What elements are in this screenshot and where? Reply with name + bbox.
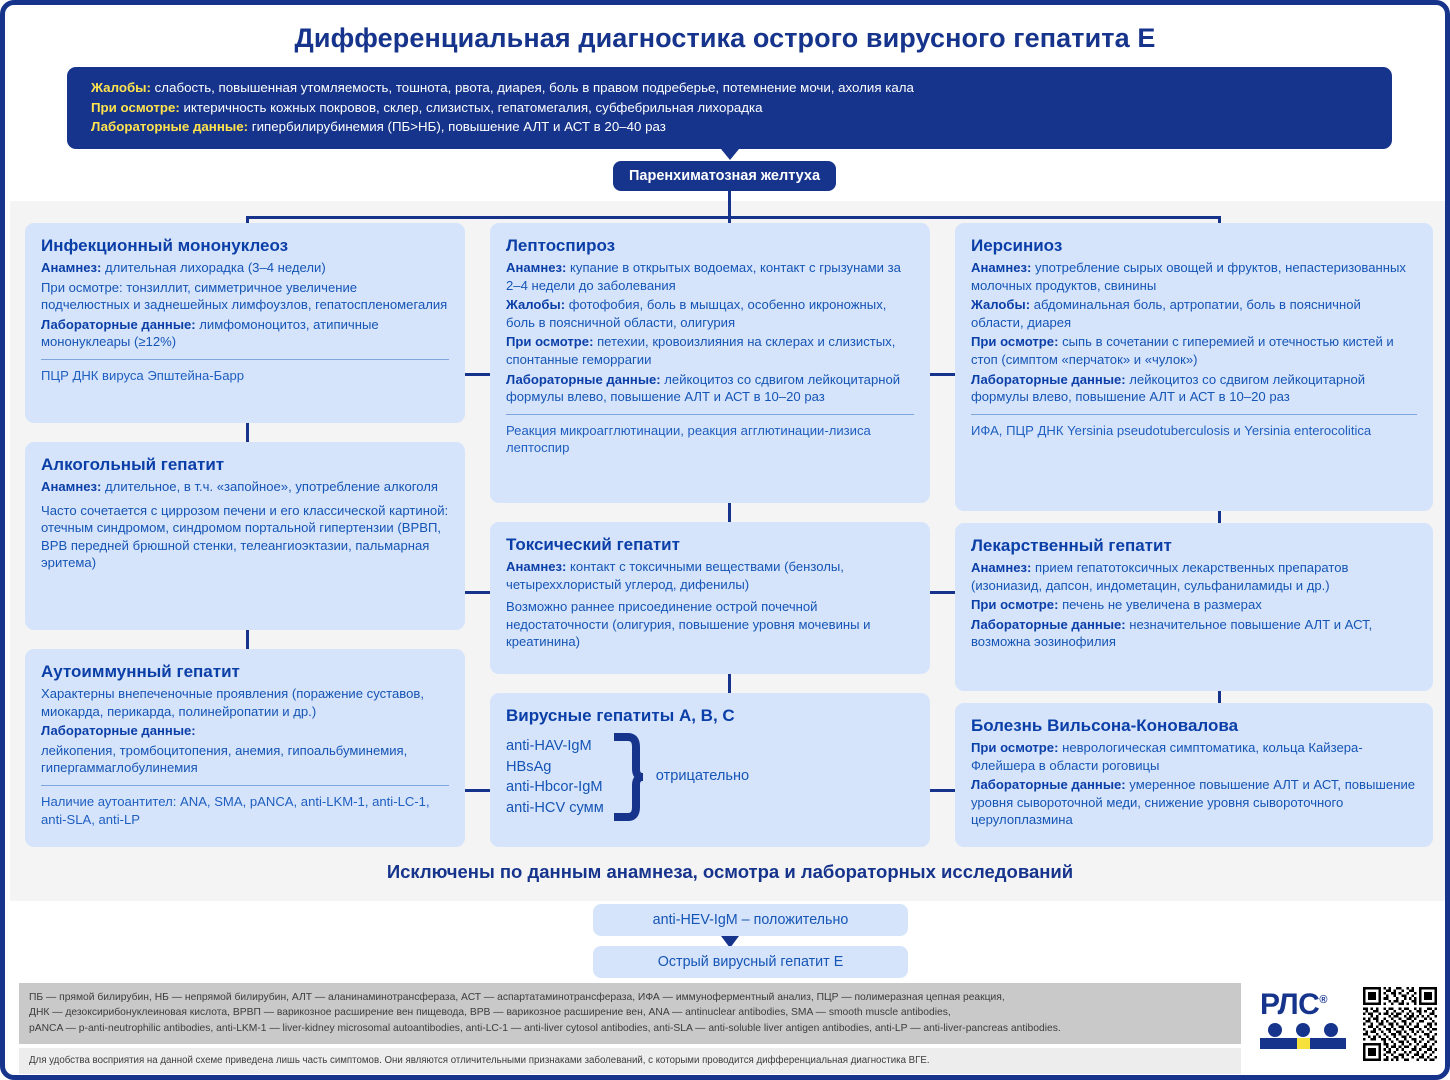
logo-dot	[1296, 1023, 1310, 1037]
logo-dots	[1260, 1023, 1350, 1049]
summary-row	[91, 117, 1374, 137]
card-line-text: длительное, в т.ч. «запойное», употребление алкоголя	[101, 479, 438, 494]
summary-label: При осмотре:	[91, 99, 180, 115]
card-divider	[506, 414, 914, 415]
card-line	[506, 598, 914, 651]
card-line	[41, 685, 449, 720]
marker-item: HBsAg	[506, 758, 552, 775]
abbr-line: pANCA — p-anti-neutrophilic antibodies, anti-LKM-1 — liver-kidney microsomal autoantibodies, anti-LC-1 — anti-liver cytosol antibodies, anti-SLA — anti-soluble liver antigen antibodies, anti-LP — anti-liver-pancreas antibodies.	[29, 1022, 1061, 1034]
card-toxic-hepatitis	[490, 522, 930, 674]
connector-vertical	[246, 630, 249, 650]
card-line	[41, 502, 449, 572]
card-line-text: прием гепатотоксичных лекарственных препаратов (изониазид, дапсон, индометацин, сульфаниламиды и др.)	[971, 560, 1349, 593]
marker-item: anti-HCV сумм	[506, 799, 604, 816]
connector-stub-right	[930, 789, 955, 792]
connector-vertical	[246, 423, 249, 443]
card-line	[41, 279, 449, 314]
rls-logo	[1260, 985, 1350, 1047]
card-leptospirosis	[490, 223, 930, 503]
card-autoimmune-hepatitis	[25, 649, 465, 847]
card-line	[506, 333, 914, 368]
connector-stub-right	[465, 373, 490, 376]
card-line-label: При осмотре:	[971, 597, 1059, 613]
card-line-text: При осмотре: тонзиллит, симметричное увеличение подчелюстных и заднешейных лимфоузлов, гепатоспленомегалия	[41, 279, 448, 313]
page-title: Дифференциальная диагностика острого вирусного гепатита Е	[294, 23, 1156, 53]
card-line	[41, 478, 449, 496]
card-line	[41, 742, 449, 777]
card-line-text: купание в открытых водоемах, контакт с грызунами за 2–4 недели до заболевания	[506, 260, 901, 293]
summary-label: Жалобы:	[91, 80, 151, 95]
card-drug-induced-hepatitis	[955, 523, 1433, 691]
card-line-text: лейкопения, тромбоцитопения, анемия, гипоальбуминемия, гипергаммаглобулинемия	[41, 742, 408, 776]
card-line-text: абдоминальная боль, артропатии, боль в поясничной области, диарея	[971, 297, 1361, 330]
connector-vertical	[728, 674, 731, 694]
connector-stub-right	[465, 789, 490, 792]
card-line	[506, 259, 914, 294]
card-line-label: Лабораторные данные:	[41, 723, 196, 739]
summary-label: Лабораторные данные:	[91, 119, 249, 134]
markers-brace-group	[506, 733, 914, 821]
summary-box	[67, 67, 1392, 149]
card-line-label: Анамнез:	[971, 560, 1032, 575]
card-line-text: печень не увеличена в размерах	[1058, 597, 1262, 613]
card-title: Болезнь Вильсона-Коновалова	[971, 716, 1239, 735]
arrow-down-icon	[721, 149, 739, 160]
registered-icon: ®	[1319, 994, 1327, 1006]
card-line	[506, 296, 914, 331]
card-line	[971, 616, 1417, 651]
curly-brace-icon	[614, 733, 644, 821]
card-line-text: лейкоцитоз со сдвигом лейкоцитарной формулы влево, повышение АЛТ и АСТ в 10–20 раз	[506, 371, 901, 405]
card-line-text: длительная лихорадка (3–4 недели)	[101, 260, 326, 275]
card-divider	[41, 785, 449, 786]
card-line	[506, 558, 914, 593]
logo-dot	[1324, 1023, 1338, 1037]
card-title: Лептоспироз	[506, 236, 616, 255]
card-line-text: незначительное повышение АЛТ и АСТ, возможна эозинофилия	[971, 616, 1373, 650]
card-line-label: Лабораторные данные:	[41, 316, 196, 332]
markers-list	[506, 736, 604, 818]
card-line	[971, 559, 1417, 594]
abbreviations-block	[19, 983, 1241, 1044]
excluded-heading: Исключены по данным анамнеза, осмотра и лабораторных исследований	[386, 861, 1074, 882]
card-title: Алкогольный гепатит	[41, 455, 225, 474]
abbr-line: ПБ — прямой билирубин, НБ — непрямой билирубин, АЛТ — аланинаминотрансфераза, АСТ — аспартатаминотрансфераза, ИФА — иммуноферментный анализ, ПЦР — полимеразная цепная реакция,	[29, 992, 1005, 1003]
card-title: Инфекционный мононуклеоз	[41, 236, 289, 255]
card-title: Вирусные гепатиты А, B, C	[506, 706, 735, 725]
card-line-text: употребление сырых овощей и фруктов, непастеризованных молочных продуктов, свинины	[971, 260, 1406, 293]
card-line-label: При осмотре:	[506, 334, 594, 350]
card-yersiniosis	[955, 223, 1433, 511]
connector-stub-right	[930, 591, 955, 594]
central-node-parenchymal-jaundice: Паренхиматозная желтуха	[613, 161, 836, 191]
card-line	[41, 316, 449, 351]
card-title: Иерсиниоз	[971, 236, 1063, 255]
card-line-label: Лабораторные данные:	[971, 777, 1126, 793]
card-line-text: умеренное повышение АЛТ и АСТ, повышение уровня сывороточной меди, снижение уровня сывороточного церулоплазмина	[971, 777, 1416, 828]
card-line-text: сыпь в сочетании с гиперемией и отечностью кистей и стоп (симптом «перчаток» и «чулок»)	[971, 334, 1394, 367]
card-line-label: Анамнез:	[506, 559, 567, 574]
card-divider	[971, 414, 1417, 415]
card-line	[971, 296, 1417, 331]
card-line-text: Часто сочетается с циррозом печени и его классической картиной: отечным синдромом, синдромом портальной гипертензии (ВРВП, ВРВ передней брюшной стенки, телеангиоэктазии, пальмарная эритема)	[41, 502, 449, 571]
abbr-line: ДНК — дезоксирибонуклеиновая кислота, ВРВП — варикозное расширение вен пищевода, ВРВ — варикозное расширение вен, ANA — antinuclear antibodies, SMA — smooth muscle antibodies,	[29, 1007, 951, 1019]
card-infectious-mononucleosis	[25, 223, 465, 423]
card-line	[971, 776, 1417, 829]
summary-text: слабость, повышенная утомляемость, тошнота, рвота, диарея, боль в правом подреберье, потемнение мочи, ахолия кала	[150, 80, 914, 95]
card-line-label: Анамнез:	[41, 479, 102, 494]
logo-dot	[1268, 1023, 1282, 1037]
card-title: Лекарственный гепатит	[971, 536, 1172, 555]
card-line-text: неврологическая симптоматика, кольца Кайзера-Флейшера в области роговицы	[971, 740, 1363, 773]
card-test: Реакция микроагглютинации, реакция агглютинации-лизиса лептоспир	[506, 422, 871, 456]
card-line-text: фотофобия, боль в мышцах, особенно икроножных, боль в поясничной области, олигурия	[506, 297, 887, 330]
result-diagnosis: Острый вирусный гепатит Е	[593, 946, 908, 978]
card-line-text: лейкоцитоз со сдвигом лейкоцитарной формулы влево, повышение АЛТ и АСТ в 10–20 раз	[971, 371, 1366, 405]
card-line-label: Жалобы:	[971, 297, 1031, 313]
card-line-label: Лабораторные данные:	[971, 371, 1126, 387]
card-line-text: контакт с токсичными веществами (бензолы, четыреххлористый углерод, дифенилы)	[506, 559, 844, 592]
card-test: ПЦР ДНК вируса Эпштейна-Барр	[41, 367, 245, 383]
card-title: Токсический гепатит	[506, 535, 680, 554]
card-line-label: Жалобы:	[506, 297, 566, 313]
card-test: ИФА, ПЦР ДНК Yersinia pseudotuberculosis и Yersinia enterocolitica	[971, 422, 1372, 438]
card-line	[971, 333, 1417, 368]
card-viral-hepatitis-abc	[490, 693, 930, 847]
summary-text: гипербилирубинемия (ПБ>НБ), повышение АЛТ и АСТ в 20–40 раз	[248, 119, 666, 134]
card-line-text: Характерны внепеченочные проявления (поражение суставов, миокарда, перикарда, полинейропатии и др.)	[41, 686, 424, 719]
brace-label: отрицательно	[655, 768, 750, 785]
card-line	[41, 259, 449, 277]
card-divider	[41, 359, 449, 360]
card-line-label: При осмотре:	[971, 740, 1059, 755]
card-wilson-konovalov-disease	[955, 703, 1433, 847]
marker-item: anti-Hbcor-IgM	[506, 779, 603, 795]
summary-row	[91, 98, 1374, 118]
logo-text: РЛС®	[1260, 988, 1327, 1021]
card-line-label: При осмотре:	[971, 334, 1059, 350]
qr-code-icon	[1363, 987, 1437, 1061]
footer-note: Для удобства восприятия на данной схеме приведена лишь часть симптомов. Они являются отличительными признаками заболеваний, с которыми проводится дифференциальная диагностика ВГЕ.	[19, 1048, 1241, 1074]
card-line-text: лимфомоноцитоз, атипичные мононуклеары (≥12%)	[41, 316, 379, 350]
card-line-text: петехии, кровоизлияния на склерах и слизистых, спонтанные геморрагии	[506, 334, 896, 367]
card-line-label: Анамнез:	[506, 260, 567, 275]
card-test: Наличие аутоантител: ANA, SMA, pANCA, anti-LKM-1, anti-LC-1, anti-SLA, anti-LP	[41, 793, 430, 827]
card-line	[506, 371, 914, 406]
card-line	[41, 722, 449, 740]
card-line	[971, 259, 1417, 294]
card-line	[971, 739, 1417, 774]
logo-bar-accent	[1297, 1038, 1310, 1049]
card-line-label: Лабораторные данные:	[506, 371, 661, 387]
connector-stub-right	[465, 591, 490, 594]
diagnostics-panel	[10, 201, 1450, 901]
connector-stub-right	[930, 373, 955, 376]
summary-text: иктеричность кожных покровов, склер, слизистых, гепатомегалия, субфебрильная лихорадка	[179, 99, 763, 115]
card-line-text: Возможно раннее присоединение острой почечной недостаточности (олигурия, повышение уровня мочевины и креатинина)	[506, 599, 871, 650]
card-line-label: Анамнез:	[971, 260, 1032, 275]
summary-row	[91, 78, 1374, 98]
card-alcoholic-hepatitis	[25, 442, 465, 630]
marker-item: anti-HAV-IgM	[506, 738, 592, 754]
card-line-label: Лабораторные данные:	[971, 616, 1126, 632]
card-line-label: Анамнез:	[41, 260, 102, 275]
card-line	[971, 596, 1417, 614]
connector-vertical	[728, 503, 731, 523]
card-line	[971, 371, 1417, 406]
card-title: Аутоиммунный гепатит	[41, 662, 240, 681]
result-anti-hev-igm: anti-HEV-IgM – положительно	[593, 904, 908, 936]
connector-horizontal-main	[246, 216, 1221, 219]
